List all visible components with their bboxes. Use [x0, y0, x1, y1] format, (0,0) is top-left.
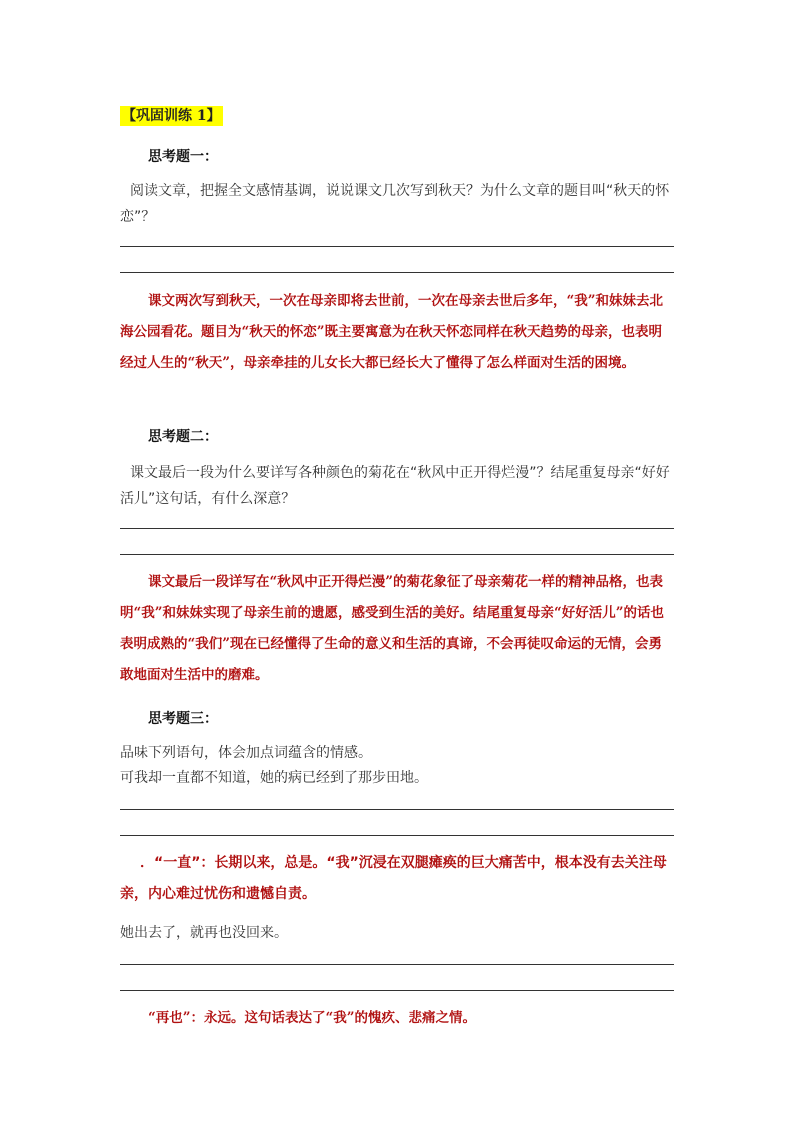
answer-line [120, 809, 674, 810]
question-1-text: 阅读文章，把握全文感情基调，说说课文几次写到秋天？为什么文章的题目叫“秋天的怀恋”？ [120, 183, 670, 225]
question-2-answer: 课文最后一段详写在“秋风中正开得烂漫”的菊花象征了母亲菊花一样的精神品格，也表明“我”和妹妹实现了母亲生前的遗愿，感受到生活的美好。结尾重复母亲“好好活儿”的话也表明成熟的“我们”现在已经懂得了生命的意义和生活的真谛，不会再徒叹命运的无情，会勇敢地面对生活中的磨难。 [120, 574, 665, 683]
question-3-answer-2: “再也”：永远。这句话表达了“我”的愧疚、悲痛之情。 [148, 1010, 477, 1026]
question-3-heading: 思考题三： [148, 711, 218, 727]
question-1-heading: 思考题一： [148, 149, 218, 165]
question-3-sentence-2: 她出去了，就再也没回来。 [120, 925, 288, 941]
question-1-answer: 课文两次写到秋天，一次在母亲即将去世前，一次在母亲去世后多年，“我”和妹妹去北海公园看花。题目为“秋天的怀恋”既主要寓意为在秋天怀恋同样在秋天趋势的母亲，也表明经过人生的“秋天”，母亲牵挂的儿女长大都已经长大了懂得了怎么样面对生活的困境。 [120, 293, 664, 371]
answer-line [120, 835, 674, 836]
question-3-sentence-1: 可我却一直都不知道，她的病已经到了那步田地。 [120, 770, 428, 786]
answer-line [120, 964, 674, 965]
worksheet-page [120, 0, 674, 1123]
answer-line [120, 528, 674, 529]
question-2-heading: 思考题二： [148, 429, 218, 445]
answer-line [120, 554, 674, 555]
question-2-text: 课文最后一段为什么要详写各种颜色的菊花在“秋风中正开得烂漫”？结尾重复母亲“好好活儿”这句话，有什么深意？ [120, 465, 670, 507]
answer-line [120, 990, 674, 991]
answer-line [120, 246, 674, 247]
answer-line [120, 272, 674, 273]
section-title: 【巩固训练 1】 [122, 108, 221, 124]
question-3-intro: 品味下列语句，体会加点词蕴含的情感。 [120, 745, 372, 761]
question-3-answer-1: ．“一直”：长期以来，总是。“我”沉浸在双腿瘫痪的巨大痛苦中，根本没有去关注母亲，内心难过忧伤和遗憾自责。 [120, 855, 667, 902]
